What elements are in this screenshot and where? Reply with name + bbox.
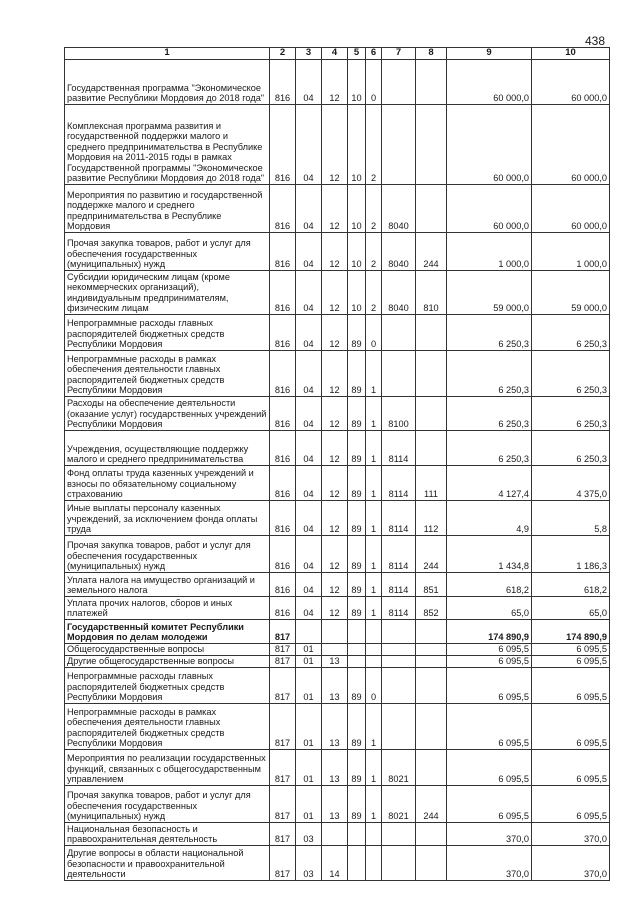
row-amount-1: 6 095,5 bbox=[447, 749, 532, 785]
row-program bbox=[348, 822, 366, 845]
row-subsection: 13 bbox=[322, 749, 348, 785]
row-admin-code: 817 bbox=[270, 643, 296, 655]
row-subsection: 12 bbox=[322, 314, 348, 350]
row-expense-type bbox=[416, 822, 447, 845]
row-program bbox=[348, 619, 366, 643]
row-admin-code: 816 bbox=[270, 396, 296, 430]
row-amount-1: 6 250,3 bbox=[447, 396, 532, 430]
row-name: Расходы на обеспечение деятельности (оказание услуг) государственных учреждений Республики Мордовия bbox=[65, 396, 270, 430]
row-expense-type bbox=[416, 59, 447, 104]
row-section: 01 bbox=[296, 703, 322, 749]
row-amount-2: 6 095,5 bbox=[532, 667, 610, 703]
row-expense-type bbox=[416, 350, 447, 396]
row-program: 89 bbox=[348, 596, 366, 619]
row-section: 01 bbox=[296, 667, 322, 703]
row-subsection: 12 bbox=[322, 500, 348, 535]
col-header: 6 bbox=[366, 48, 382, 60]
row-subprogram: 1 bbox=[366, 430, 382, 465]
row-name: Государственный комитет Республики Мордовия по делам молодежи bbox=[65, 619, 270, 643]
col-header: 4 bbox=[322, 48, 348, 60]
row-section: 04 bbox=[296, 396, 322, 430]
row-subsection: 12 bbox=[322, 572, 348, 596]
row-name: Мероприятия по развитию и государственной поддержке малого и среднего предпринимательства в Республике Мордовия bbox=[65, 184, 270, 232]
row-subsection: 12 bbox=[322, 535, 348, 572]
row-expense-type bbox=[416, 314, 447, 350]
row-subprogram bbox=[366, 643, 382, 655]
row-amount-1: 1 434,8 bbox=[447, 535, 532, 572]
row-subsection: 13 bbox=[322, 655, 348, 667]
row-target-code bbox=[382, 59, 416, 104]
table-row bbox=[65, 596, 610, 619]
row-target-code bbox=[382, 703, 416, 749]
table-row bbox=[65, 314, 610, 350]
row-expense-type: 244 bbox=[416, 785, 447, 822]
row-amount-2: 6 095,5 bbox=[532, 703, 610, 749]
table-row bbox=[65, 350, 610, 396]
row-target-code: 8114 bbox=[382, 465, 416, 500]
row-amount-2: 65,0 bbox=[532, 596, 610, 619]
row-name: Фонд оплаты труда казенных учреждений и взносы по обязательному социальному страхованию bbox=[65, 465, 270, 500]
row-admin-code: 817 bbox=[270, 703, 296, 749]
row-admin-code: 816 bbox=[270, 350, 296, 396]
row-amount-2: 6 250,3 bbox=[532, 350, 610, 396]
row-amount-1: 59 000,0 bbox=[447, 270, 532, 314]
row-subprogram: 2 bbox=[366, 232, 382, 270]
row-admin-code: 816 bbox=[270, 500, 296, 535]
row-amount-1: 6 095,5 bbox=[447, 667, 532, 703]
row-amount-2: 60 000,0 bbox=[532, 104, 610, 184]
row-subsection: 12 bbox=[322, 396, 348, 430]
row-amount-1: 6 095,5 bbox=[447, 655, 532, 667]
row-target-code: 8100 bbox=[382, 396, 416, 430]
row-subprogram: 1 bbox=[366, 396, 382, 430]
row-subprogram: 1 bbox=[366, 785, 382, 822]
row-amount-2: 5,8 bbox=[532, 500, 610, 535]
row-amount-2: 6 095,5 bbox=[532, 655, 610, 667]
table-row bbox=[65, 643, 610, 655]
row-name: Прочая закупка товаров, работ и услуг для обеспечения государственных (муниципальных) нужд bbox=[65, 232, 270, 270]
row-target-code bbox=[382, 655, 416, 667]
row-target-code: 8114 bbox=[382, 596, 416, 619]
row-amount-2: 60 000,0 bbox=[532, 184, 610, 232]
row-program bbox=[348, 655, 366, 667]
row-expense-type bbox=[416, 667, 447, 703]
row-subprogram: 2 bbox=[366, 184, 382, 232]
table-row bbox=[65, 845, 610, 880]
col-header: 5 bbox=[348, 48, 366, 60]
row-section: 04 bbox=[296, 314, 322, 350]
row-section: 01 bbox=[296, 643, 322, 655]
row-expense-type: 112 bbox=[416, 500, 447, 535]
row-amount-2: 6 250,3 bbox=[532, 396, 610, 430]
row-program bbox=[348, 845, 366, 880]
row-section: 03 bbox=[296, 845, 322, 880]
col-header: 1 bbox=[65, 48, 270, 60]
row-section: 03 bbox=[296, 822, 322, 845]
row-name: Государственная программа "Экономическое развитие Республики Мордовия до 2018 года" bbox=[65, 59, 270, 104]
row-subsection: 14 bbox=[322, 845, 348, 880]
col-header: 2 bbox=[270, 48, 296, 60]
row-amount-1: 4,9 bbox=[447, 500, 532, 535]
row-amount-2: 1 000,0 bbox=[532, 232, 610, 270]
row-name: Другие вопросы в области национальной безопасности и правоохранительной деятельности bbox=[65, 845, 270, 880]
row-section: 04 bbox=[296, 59, 322, 104]
row-name: Национальная безопасность и правоохранительная деятельность bbox=[65, 822, 270, 845]
row-admin-code: 817 bbox=[270, 822, 296, 845]
row-amount-1: 6 250,3 bbox=[447, 430, 532, 465]
row-amount-1: 6 095,5 bbox=[447, 785, 532, 822]
row-expense-type bbox=[416, 655, 447, 667]
table-row bbox=[65, 535, 610, 572]
row-subprogram bbox=[366, 845, 382, 880]
row-name: Общегосударственные вопросы bbox=[65, 643, 270, 655]
col-header: 10 bbox=[532, 48, 610, 60]
row-program: 89 bbox=[348, 535, 366, 572]
table-row bbox=[65, 572, 610, 596]
row-amount-1: 618,2 bbox=[447, 572, 532, 596]
row-subprogram: 0 bbox=[366, 59, 382, 104]
row-subprogram bbox=[366, 619, 382, 643]
row-subsection: 12 bbox=[322, 232, 348, 270]
row-program: 89 bbox=[348, 785, 366, 822]
row-amount-1: 6 250,3 bbox=[447, 350, 532, 396]
row-subprogram: 1 bbox=[366, 596, 382, 619]
row-admin-code: 817 bbox=[270, 655, 296, 667]
row-admin-code: 817 bbox=[270, 667, 296, 703]
row-subprogram: 0 bbox=[366, 314, 382, 350]
row-subsection: 12 bbox=[322, 184, 348, 232]
row-section: 01 bbox=[296, 749, 322, 785]
row-name: Непрограммные расходы в рамках обеспечения деятельности главных распорядителей бюджетных средств Республики Мордовия bbox=[65, 350, 270, 396]
row-expense-type: 852 bbox=[416, 596, 447, 619]
row-amount-1: 6 095,5 bbox=[447, 643, 532, 655]
row-amount-1: 65,0 bbox=[447, 596, 532, 619]
row-expense-type bbox=[416, 643, 447, 655]
row-subprogram: 1 bbox=[366, 703, 382, 749]
row-program: 89 bbox=[348, 572, 366, 596]
row-section: 04 bbox=[296, 232, 322, 270]
row-amount-1: 60 000,0 bbox=[447, 59, 532, 104]
row-program: 10 bbox=[348, 104, 366, 184]
row-section: 04 bbox=[296, 430, 322, 465]
row-program: 89 bbox=[348, 500, 366, 535]
table-row bbox=[65, 500, 610, 535]
row-section bbox=[296, 619, 322, 643]
row-amount-1: 174 890,9 bbox=[447, 619, 532, 643]
row-expense-type bbox=[416, 703, 447, 749]
table-row bbox=[65, 749, 610, 785]
row-subsection bbox=[322, 822, 348, 845]
row-subsection: 12 bbox=[322, 350, 348, 396]
row-admin-code: 816 bbox=[270, 535, 296, 572]
table-row bbox=[65, 655, 610, 667]
row-subsection: 12 bbox=[322, 59, 348, 104]
row-subprogram: 2 bbox=[366, 104, 382, 184]
row-expense-type: 244 bbox=[416, 232, 447, 270]
row-name: Учреждения, осуществляющие поддержку малого и среднего предпринимательства bbox=[65, 430, 270, 465]
row-expense-type: 810 bbox=[416, 270, 447, 314]
row-amount-2: 60 000,0 bbox=[532, 59, 610, 104]
row-subprogram: 1 bbox=[366, 749, 382, 785]
row-target-code bbox=[382, 350, 416, 396]
row-admin-code: 816 bbox=[270, 465, 296, 500]
row-admin-code: 816 bbox=[270, 314, 296, 350]
table-row bbox=[65, 232, 610, 270]
row-program: 89 bbox=[348, 314, 366, 350]
row-subsection: 12 bbox=[322, 270, 348, 314]
table-row bbox=[65, 184, 610, 232]
row-amount-2: 6 095,5 bbox=[532, 643, 610, 655]
row-expense-type bbox=[416, 104, 447, 184]
row-name: Комплексная программа развития и государственной поддержки малого и среднего предпринимательства в Республике Мордовия на 2011-2015 годы в рамках Государственной программы "Экономическое развитие Республики Мордовия до 2018 года" bbox=[65, 104, 270, 184]
col-header: 3 bbox=[296, 48, 322, 60]
row-admin-code: 816 bbox=[270, 184, 296, 232]
row-name: Прочая закупка товаров, работ и услуг для обеспечения государственных (муниципальных) нужд bbox=[65, 785, 270, 822]
row-subprogram: 0 bbox=[366, 667, 382, 703]
row-subsection bbox=[322, 619, 348, 643]
row-target-code: 8021 bbox=[382, 749, 416, 785]
row-name: Уплата прочих налогов, сборов и иных платежей bbox=[65, 596, 270, 619]
table-row bbox=[65, 619, 610, 643]
row-target-code: 8114 bbox=[382, 572, 416, 596]
row-expense-type: 851 bbox=[416, 572, 447, 596]
row-target-code: 8114 bbox=[382, 535, 416, 572]
row-subsection: 12 bbox=[322, 430, 348, 465]
row-name: Иные выплаты персоналу казенных учреждений, за исключением фонда оплаты труда bbox=[65, 500, 270, 535]
row-target-code bbox=[382, 643, 416, 655]
row-amount-2: 6 095,5 bbox=[532, 785, 610, 822]
row-admin-code: 816 bbox=[270, 572, 296, 596]
row-target-code bbox=[382, 845, 416, 880]
row-subsection bbox=[322, 643, 348, 655]
row-name: Мероприятия по реализации государственных функций, связанных с общегосударственным управлением bbox=[65, 749, 270, 785]
row-program: 10 bbox=[348, 270, 366, 314]
row-amount-2: 618,2 bbox=[532, 572, 610, 596]
row-name: Другие общегосударственные вопросы bbox=[65, 655, 270, 667]
row-admin-code: 816 bbox=[270, 104, 296, 184]
row-amount-1: 1 000,0 bbox=[447, 232, 532, 270]
row-amount-1: 6 095,5 bbox=[447, 703, 532, 749]
row-subprogram bbox=[366, 822, 382, 845]
table-row bbox=[65, 822, 610, 845]
row-subsection: 13 bbox=[322, 703, 348, 749]
budget-table bbox=[64, 47, 610, 881]
row-subsection: 12 bbox=[322, 596, 348, 619]
header-row bbox=[65, 48, 610, 60]
row-target-code bbox=[382, 619, 416, 643]
row-amount-2: 370,0 bbox=[532, 822, 610, 845]
row-subprogram: 1 bbox=[366, 500, 382, 535]
row-amount-2: 4 375,0 bbox=[532, 465, 610, 500]
row-amount-1: 60 000,0 bbox=[447, 104, 532, 184]
row-section: 04 bbox=[296, 270, 322, 314]
row-program: 10 bbox=[348, 59, 366, 104]
row-section: 01 bbox=[296, 655, 322, 667]
row-name: Непрограммные расходы главных распорядителей бюджетных средств Республики Мордовия bbox=[65, 314, 270, 350]
row-section: 04 bbox=[296, 350, 322, 396]
row-target-code bbox=[382, 314, 416, 350]
row-amount-1: 60 000,0 bbox=[447, 184, 532, 232]
row-amount-1: 6 250,3 bbox=[447, 314, 532, 350]
row-expense-type: 111 bbox=[416, 465, 447, 500]
row-admin-code: 817 bbox=[270, 619, 296, 643]
row-amount-1: 370,0 bbox=[447, 845, 532, 880]
row-subprogram: 2 bbox=[366, 270, 382, 314]
row-program: 10 bbox=[348, 184, 366, 232]
col-header: 9 bbox=[447, 48, 532, 60]
row-target-code: 8040 bbox=[382, 270, 416, 314]
row-name: Уплата налога на имущество организаций и земельного налога bbox=[65, 572, 270, 596]
table-row bbox=[65, 270, 610, 314]
row-target-code bbox=[382, 667, 416, 703]
row-amount-2: 370,0 bbox=[532, 845, 610, 880]
row-amount-1: 370,0 bbox=[447, 822, 532, 845]
row-subprogram bbox=[366, 655, 382, 667]
row-admin-code: 816 bbox=[270, 596, 296, 619]
row-name: Непрограммные расходы в рамках обеспечения деятельности главных распорядителей бюджетных средств Республики Мордовия bbox=[65, 703, 270, 749]
table-row bbox=[65, 396, 610, 430]
row-subsection: 13 bbox=[322, 667, 348, 703]
table-row bbox=[65, 59, 610, 104]
table-row bbox=[65, 785, 610, 822]
row-expense-type bbox=[416, 845, 447, 880]
row-subsection: 12 bbox=[322, 104, 348, 184]
row-admin-code: 816 bbox=[270, 270, 296, 314]
row-subprogram: 1 bbox=[366, 572, 382, 596]
row-subprogram: 1 bbox=[366, 465, 382, 500]
row-target-code: 8040 bbox=[382, 184, 416, 232]
row-section: 04 bbox=[296, 572, 322, 596]
row-section: 04 bbox=[296, 465, 322, 500]
table-row bbox=[65, 104, 610, 184]
row-program: 10 bbox=[348, 232, 366, 270]
row-section: 04 bbox=[296, 535, 322, 572]
row-program: 89 bbox=[348, 350, 366, 396]
row-subsection: 13 bbox=[322, 785, 348, 822]
row-admin-code: 817 bbox=[270, 845, 296, 880]
row-program: 89 bbox=[348, 703, 366, 749]
row-program: 89 bbox=[348, 667, 366, 703]
row-target-code: 8040 bbox=[382, 232, 416, 270]
row-amount-2: 59 000,0 bbox=[532, 270, 610, 314]
row-name: Субсидии юридическим лицам (кроме некоммерческих организаций), индивидуальным предпринимателям, физическим лицам bbox=[65, 270, 270, 314]
row-target-code bbox=[382, 822, 416, 845]
row-name: Непрограммные расходы главных распорядителей бюджетных средств Республики Мордовия bbox=[65, 667, 270, 703]
table-row bbox=[65, 703, 610, 749]
col-header: 8 bbox=[416, 48, 447, 60]
row-admin-code: 817 bbox=[270, 785, 296, 822]
row-expense-type bbox=[416, 619, 447, 643]
row-name: Прочая закупка товаров, работ и услуг для обеспечения государственных (муниципальных) нужд bbox=[65, 535, 270, 572]
row-section: 04 bbox=[296, 500, 322, 535]
row-target-code: 8021 bbox=[382, 785, 416, 822]
row-admin-code: 816 bbox=[270, 232, 296, 270]
row-expense-type: 244 bbox=[416, 535, 447, 572]
row-section: 04 bbox=[296, 104, 322, 184]
row-program: 89 bbox=[348, 749, 366, 785]
row-amount-1: 4 127,4 bbox=[447, 465, 532, 500]
row-program bbox=[348, 643, 366, 655]
row-section: 01 bbox=[296, 785, 322, 822]
row-amount-2: 6 250,3 bbox=[532, 430, 610, 465]
row-admin-code: 816 bbox=[270, 59, 296, 104]
row-expense-type bbox=[416, 749, 447, 785]
row-amount-2: 6 095,5 bbox=[532, 749, 610, 785]
row-program: 89 bbox=[348, 396, 366, 430]
row-amount-2: 6 250,3 bbox=[532, 314, 610, 350]
row-program: 89 bbox=[348, 465, 366, 500]
page-number: 438 bbox=[585, 34, 606, 48]
row-subprogram: 1 bbox=[366, 535, 382, 572]
row-program: 89 bbox=[348, 430, 366, 465]
table-row bbox=[65, 465, 610, 500]
row-amount-2: 174 890,9 bbox=[532, 619, 610, 643]
row-target-code: 8114 bbox=[382, 430, 416, 465]
row-section: 04 bbox=[296, 184, 322, 232]
table-row bbox=[65, 430, 610, 465]
row-subprogram: 1 bbox=[366, 350, 382, 396]
row-subsection: 12 bbox=[322, 465, 348, 500]
table-row bbox=[65, 667, 610, 703]
row-admin-code: 817 bbox=[270, 749, 296, 785]
row-target-code bbox=[382, 104, 416, 184]
row-expense-type bbox=[416, 184, 447, 232]
col-header: 7 bbox=[382, 48, 416, 60]
row-amount-2: 1 186,3 bbox=[532, 535, 610, 572]
row-expense-type bbox=[416, 396, 447, 430]
row-section: 04 bbox=[296, 596, 322, 619]
row-admin-code: 816 bbox=[270, 430, 296, 465]
row-target-code: 8114 bbox=[382, 500, 416, 535]
row-expense-type bbox=[416, 430, 447, 465]
